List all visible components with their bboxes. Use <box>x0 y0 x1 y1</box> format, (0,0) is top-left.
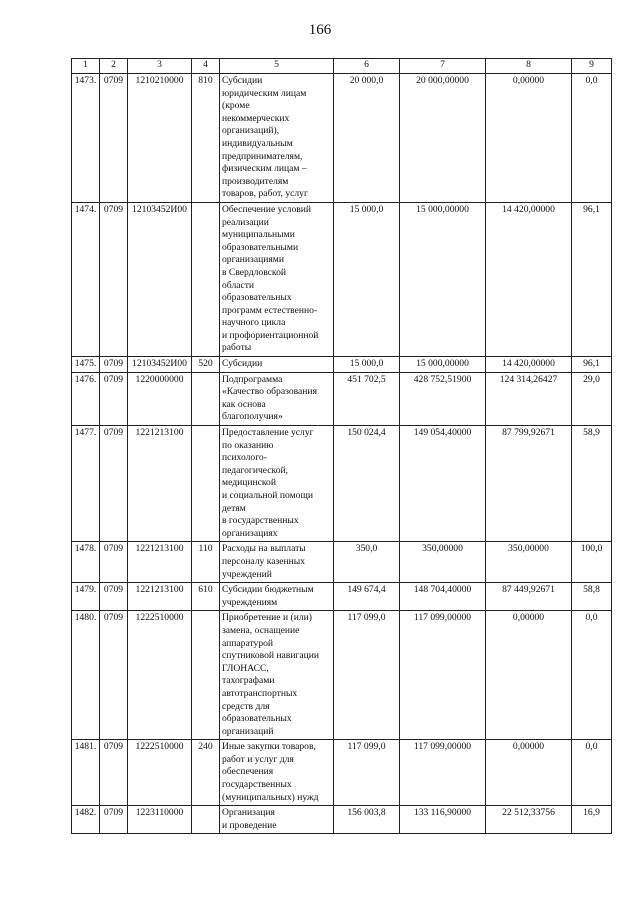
description-line: реализации <box>222 216 269 228</box>
section-code-cell: 0709 <box>100 806 128 834</box>
table-row <box>72 372 612 425</box>
target-code-cell: 1221213100 <box>128 426 192 542</box>
description-cell <box>220 372 334 425</box>
description-cell <box>220 542 334 583</box>
description-line: тахографами <box>222 675 275 687</box>
description-cell <box>220 202 334 356</box>
target-code-cell: 1221213100 <box>128 583 192 611</box>
target-code-cell: 1220000000 <box>128 372 192 425</box>
description-line: производителям <box>222 175 289 187</box>
description-line: области <box>222 279 255 291</box>
refined-amount-cell: 148 704,40000 <box>400 583 486 611</box>
description-line: и профориентационной <box>222 329 319 341</box>
row-number-cell: 1482. <box>72 806 100 834</box>
plan-amount-cell: 350,0 <box>334 542 400 583</box>
row-number-cell: 1480. <box>72 611 100 740</box>
description-line: замена, оснащение <box>222 624 300 636</box>
description-line: Обеспечение условий <box>222 203 312 215</box>
description-line: Субсидии бюджетным <box>222 584 314 596</box>
description-line: автотранспортных <box>222 687 298 699</box>
row-number-cell: 1473. <box>72 74 100 203</box>
description-line: (муниципальных) нужд <box>222 791 319 803</box>
plan-amount-cell: 20 000,0 <box>334 74 400 203</box>
executed-amount-cell: 350,00000 <box>486 542 572 583</box>
section-code-cell: 0709 <box>100 740 128 806</box>
description-cell <box>220 74 334 203</box>
table-row <box>72 74 612 203</box>
description-line: спутниковой навигации <box>222 650 320 662</box>
expense-type-cell: 520 <box>192 357 220 373</box>
row-number-cell: 1476. <box>72 372 100 425</box>
description-cell <box>220 611 334 740</box>
refined-amount-cell: 133 116,90000 <box>400 806 486 834</box>
row-number-cell: 1474. <box>72 202 100 356</box>
percent-cell: 0,0 <box>572 74 612 203</box>
percent-cell: 58,8 <box>572 583 612 611</box>
table-row <box>72 806 612 834</box>
description-cell <box>220 806 334 834</box>
description-line: товаров, работ, услуг <box>222 188 308 200</box>
description-cell <box>220 357 334 373</box>
description-line: аппаратурой <box>222 637 274 649</box>
description-line: Субсидии <box>222 358 263 370</box>
section-code-cell: 0709 <box>100 611 128 740</box>
section-code-cell: 0709 <box>100 74 128 203</box>
description-cell <box>220 583 334 611</box>
description-line: обеспечения <box>222 766 274 778</box>
section-code-cell: 0709 <box>100 542 128 583</box>
description-line: программ естественно- <box>222 304 318 316</box>
percent-cell: 58,9 <box>572 426 612 542</box>
executed-amount-cell: 14 420,00000 <box>486 357 572 373</box>
executed-amount-cell: 87 449,92671 <box>486 583 572 611</box>
target-code-cell: 12103452И00 <box>128 202 192 356</box>
column-header-7: 7 <box>400 59 486 74</box>
refined-amount-cell: 350,00000 <box>400 542 486 583</box>
section-code-cell: 0709 <box>100 357 128 373</box>
description-line: муниципальными <box>222 229 295 241</box>
description-line: средств для <box>222 700 270 712</box>
percent-cell: 0,0 <box>572 740 612 806</box>
table-row <box>72 583 612 611</box>
description-cell <box>220 426 334 542</box>
description-line: организациях <box>222 527 278 539</box>
column-header-9: 9 <box>572 59 612 74</box>
expense-type-cell: 240 <box>192 740 220 806</box>
column-header-1: 1 <box>72 59 100 74</box>
table-row <box>72 357 612 373</box>
table-body <box>72 74 612 834</box>
refined-amount-cell: 15 000,00000 <box>400 202 486 356</box>
column-header-6: 6 <box>334 59 400 74</box>
percent-cell: 29,0 <box>572 372 612 425</box>
description-line: Подпрограмма <box>222 373 283 385</box>
refined-amount-cell: 15 000,00000 <box>400 357 486 373</box>
target-code-cell: 1221213100 <box>128 542 192 583</box>
row-number-cell: 1478. <box>72 542 100 583</box>
percent-cell: 0,0 <box>572 611 612 740</box>
description-line: Расходы на выплаты <box>222 543 306 555</box>
expense-type-cell <box>192 202 220 356</box>
table-header-row <box>72 59 612 74</box>
description-line: Организация <box>222 807 275 819</box>
plan-amount-cell: 15 000,0 <box>334 202 400 356</box>
plan-amount-cell: 15 000,0 <box>334 357 400 373</box>
description-line: Иные закупки товаров, <box>222 741 316 753</box>
description-line: предпринимателям, <box>222 150 303 162</box>
description-line: образовательными <box>222 241 299 253</box>
table-row <box>72 740 612 806</box>
description-line: организациями <box>222 254 284 266</box>
plan-amount-cell: 451 702,5 <box>334 372 400 425</box>
refined-amount-cell: 428 752,51900 <box>400 372 486 425</box>
target-code-cell: 1210210000 <box>128 74 192 203</box>
column-header-5: 5 <box>220 59 334 74</box>
plan-amount-cell: 117 099,0 <box>334 740 400 806</box>
refined-amount-cell: 117 099,00000 <box>400 740 486 806</box>
description-line: государственных <box>222 779 292 791</box>
column-header-8: 8 <box>486 59 572 74</box>
description-line: работ и услуг для <box>222 753 294 765</box>
plan-amount-cell: 149 674,4 <box>334 583 400 611</box>
executed-amount-cell: 0,00000 <box>486 740 572 806</box>
table-row <box>72 542 612 583</box>
description-line: физическим лицам – <box>222 163 307 175</box>
executed-amount-cell: 87 799,92671 <box>486 426 572 542</box>
percent-cell: 96,1 <box>572 202 612 356</box>
description-line: (кроме <box>222 100 250 112</box>
description-line: в государственных <box>222 515 299 527</box>
description-line: «Качество образования <box>222 386 317 398</box>
column-header-4: 4 <box>192 59 220 74</box>
description-line: и проведение <box>222 819 277 831</box>
description-line: Приобретение и (или) <box>222 612 312 624</box>
section-code-cell: 0709 <box>100 426 128 542</box>
percent-cell: 96,1 <box>572 357 612 373</box>
table-row <box>72 426 612 542</box>
executed-amount-cell: 124 314,26427 <box>486 372 572 425</box>
target-code-cell: 1222510000 <box>128 611 192 740</box>
executed-amount-cell: 14 420,00000 <box>486 202 572 356</box>
expense-type-cell: 610 <box>192 583 220 611</box>
executed-amount-cell: 0,00000 <box>486 611 572 740</box>
table-row <box>72 611 612 740</box>
description-line: работы <box>222 342 252 354</box>
description-line: благополучия» <box>222 411 283 423</box>
description-line: учреждениям <box>222 596 278 608</box>
description-line: образовательных <box>222 713 292 725</box>
description-line: организаций <box>222 725 274 737</box>
section-code-cell: 0709 <box>100 372 128 425</box>
expense-type-cell <box>192 372 220 425</box>
description-line: образовательных <box>222 292 292 304</box>
description-line: персоналу казенных <box>222 555 306 567</box>
column-header-3: 3 <box>128 59 192 74</box>
row-number-cell: 1481. <box>72 740 100 806</box>
target-code-cell: 1222510000 <box>128 740 192 806</box>
row-number-cell: 1475. <box>72 357 100 373</box>
expense-type-cell: 110 <box>192 542 220 583</box>
percent-cell: 16,9 <box>572 806 612 834</box>
description-line: юридическим лицам <box>222 87 307 99</box>
description-line: учреждений <box>222 568 272 580</box>
expense-type-cell <box>192 611 220 740</box>
description-line: по оказанию <box>222 439 274 451</box>
description-line: ГЛОНАСС, <box>222 662 269 674</box>
target-code-cell: 1223110000 <box>128 806 192 834</box>
expense-type-cell <box>192 426 220 542</box>
section-code-cell: 0709 <box>100 202 128 356</box>
description-cell <box>220 740 334 806</box>
description-line: и социальной помощи <box>222 490 313 501</box>
expense-type-cell: 810 <box>192 74 220 203</box>
description-line: индивидуальным <box>222 137 293 149</box>
column-header-2: 2 <box>100 59 128 74</box>
page-number: 166 <box>308 22 332 38</box>
row-number-cell: 1479. <box>72 583 100 611</box>
description-line: Предоставление услуг <box>222 427 314 439</box>
description-line: медицинской <box>222 477 276 489</box>
table-row <box>72 202 612 356</box>
description-line: в Свердловской <box>222 266 287 278</box>
plan-amount-cell: 150 024,4 <box>334 426 400 542</box>
section-code-cell: 0709 <box>100 583 128 611</box>
description-line: Субсидии <box>222 75 263 86</box>
plan-amount-cell: 117 099,0 <box>334 611 400 740</box>
target-code-cell: 12103452И00 <box>128 357 192 373</box>
description-line: как основа <box>222 398 266 410</box>
description-line: педагогической, <box>222 464 289 476</box>
description-line: психолого- <box>222 452 267 464</box>
description-line: детям <box>222 502 246 514</box>
refined-amount-cell: 149 054,40000 <box>400 426 486 542</box>
budget-table <box>71 58 612 834</box>
description-line: некоммерческих <box>222 112 290 124</box>
row-number-cell: 1477. <box>72 426 100 542</box>
executed-amount-cell: 22 512,33756 <box>486 806 572 834</box>
percent-cell: 100,0 <box>572 542 612 583</box>
refined-amount-cell: 117 099,00000 <box>400 611 486 740</box>
expense-type-cell <box>192 806 220 834</box>
plan-amount-cell: 156 003,8 <box>334 806 400 834</box>
description-line: научного цикла <box>222 317 286 329</box>
description-line: организаций), <box>222 125 280 137</box>
executed-amount-cell: 0,00000 <box>486 74 572 203</box>
refined-amount-cell: 20 000,00000 <box>400 74 486 203</box>
